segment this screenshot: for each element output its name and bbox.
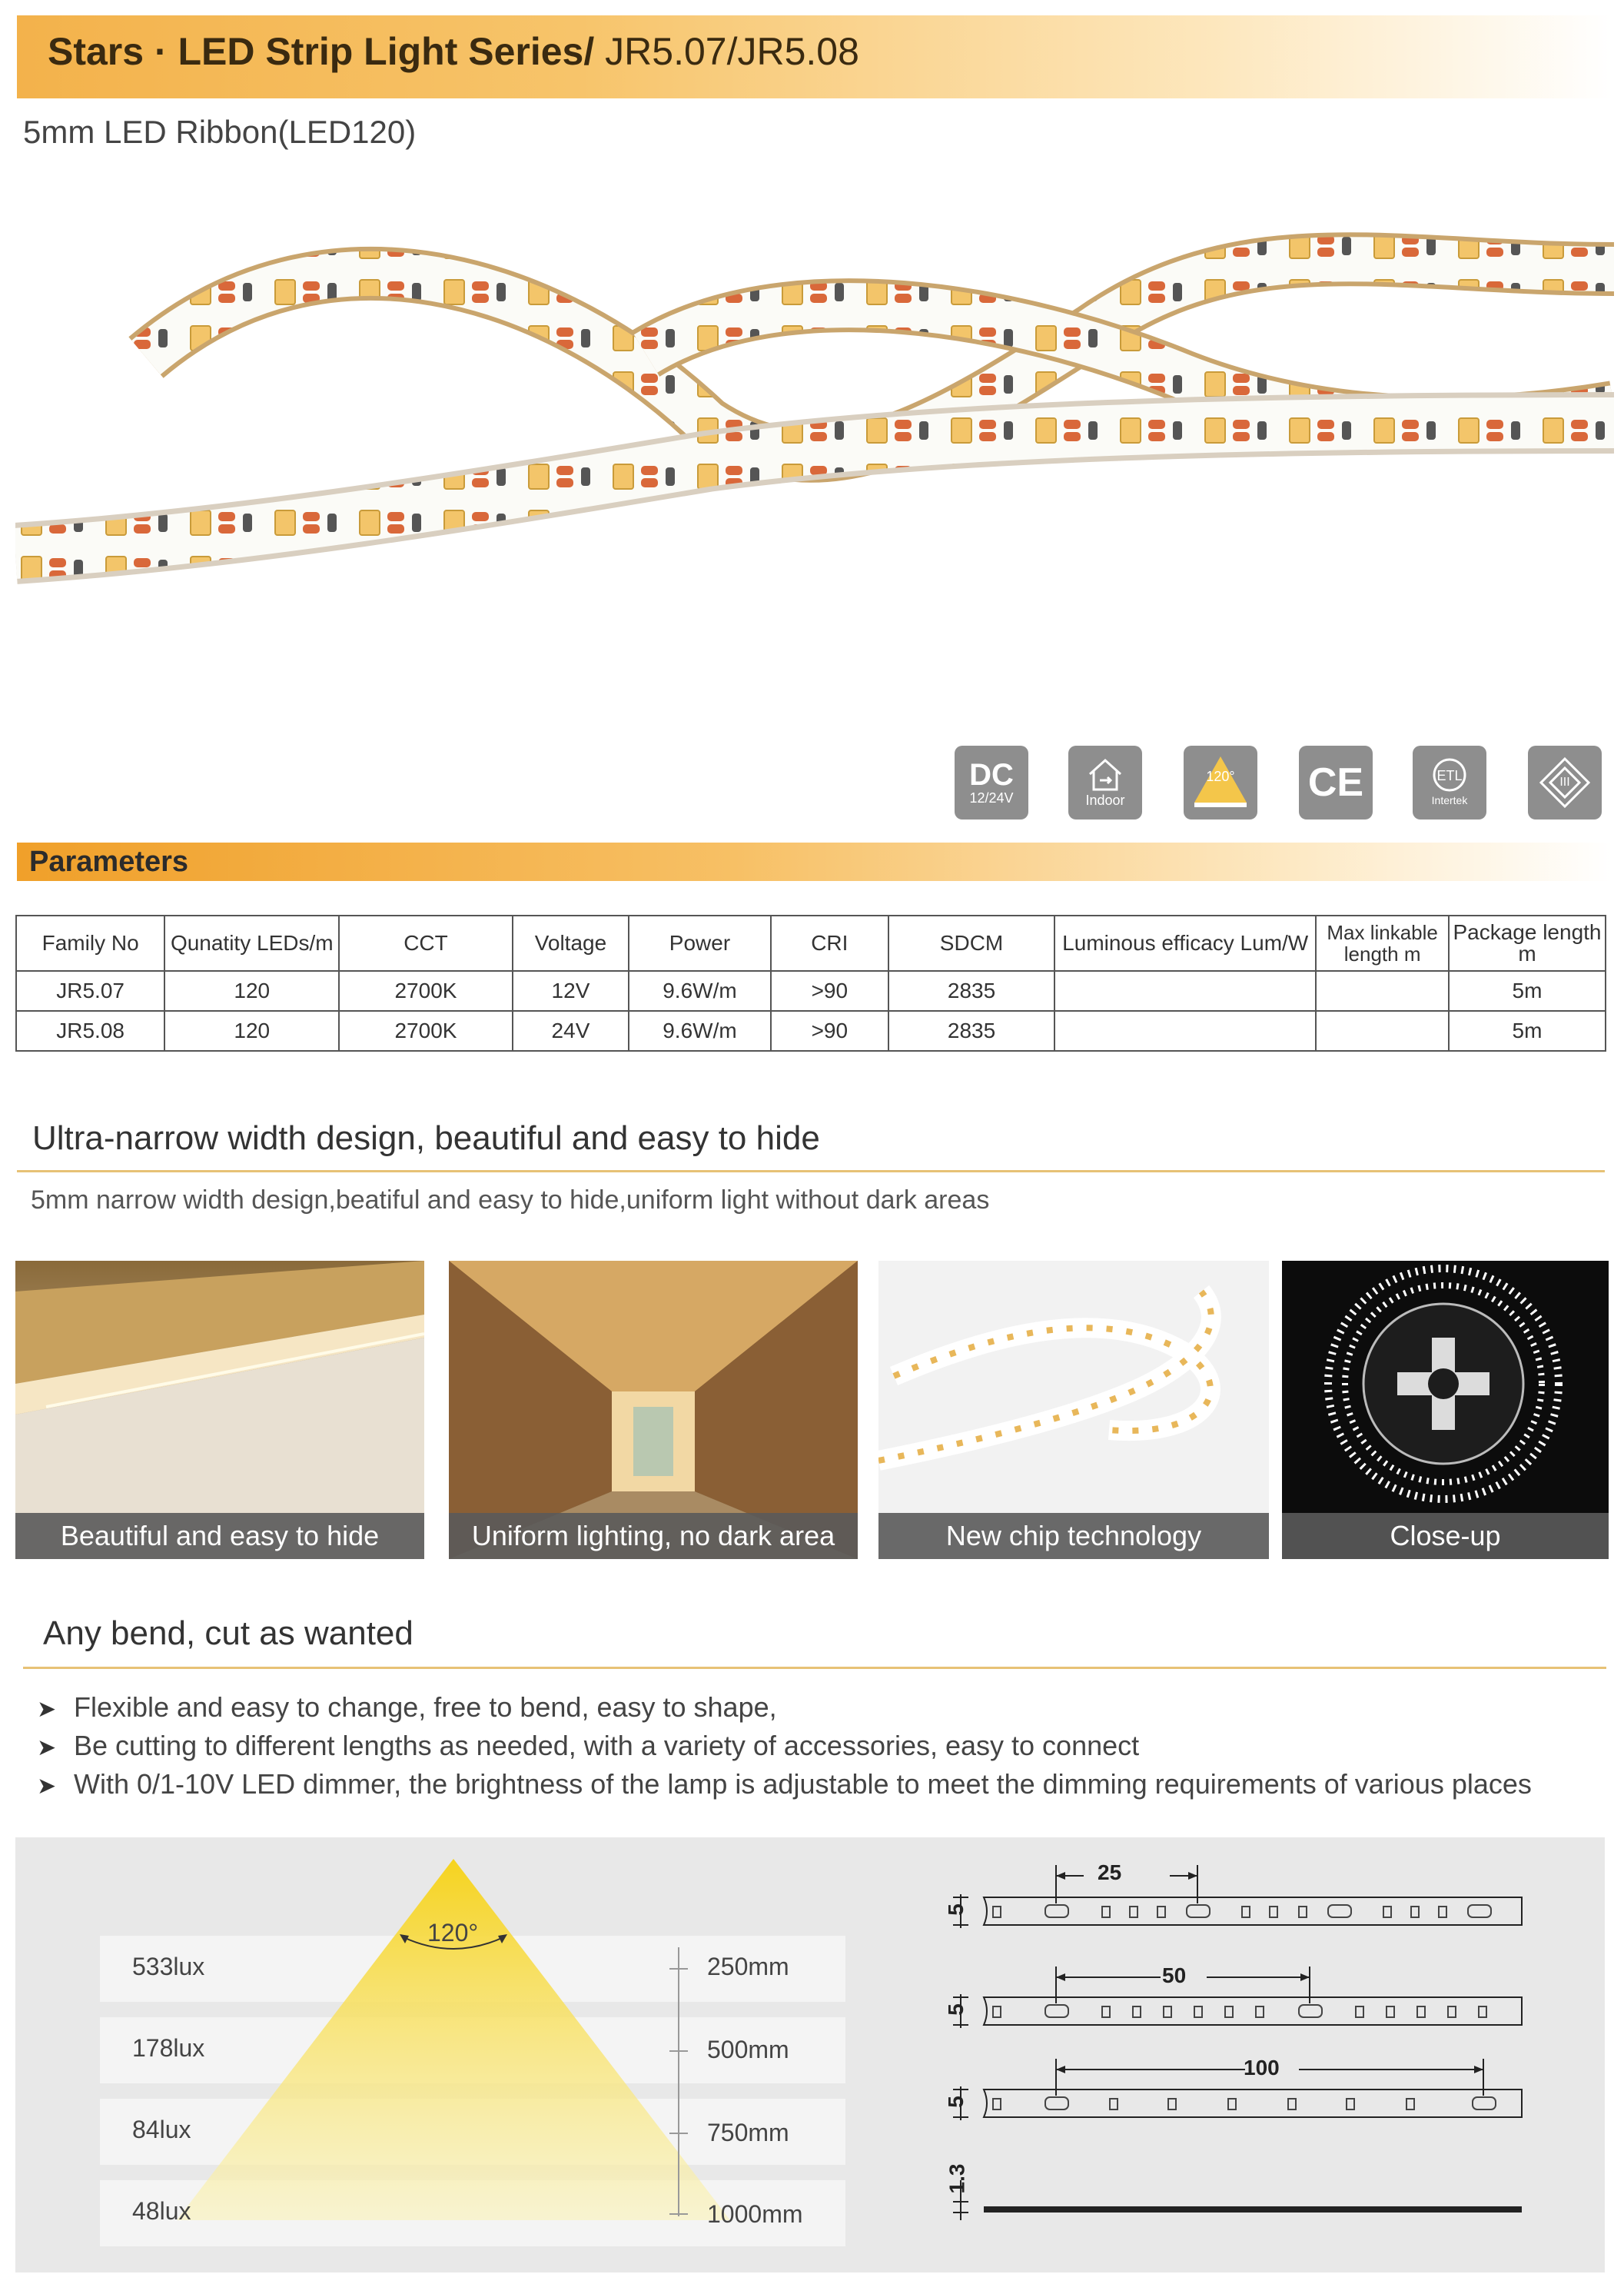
table-cell: 2835 bbox=[888, 1011, 1054, 1051]
etl-icon: ETL Intertek bbox=[1413, 746, 1486, 820]
distance-value: 250mm bbox=[707, 1953, 789, 1980]
table-cell bbox=[1316, 1011, 1449, 1051]
table-cell: 120 bbox=[164, 1011, 339, 1051]
table-header: Power bbox=[629, 916, 770, 971]
table-header: CCT bbox=[339, 916, 512, 971]
beam-angle-label: 120° bbox=[427, 1919, 479, 1947]
hero-led-strip-image bbox=[15, 177, 1614, 607]
table-cell: JR5.08 bbox=[16, 1011, 164, 1051]
lux-value: 178lux bbox=[132, 2034, 205, 2062]
section-title-bend: Any bend, cut as wanted bbox=[43, 1614, 413, 1652]
class-three-icon: III bbox=[1528, 746, 1602, 820]
table-cell: 9.6W/m bbox=[629, 971, 770, 1011]
table-header: Luminous efficacy Lum/W bbox=[1054, 916, 1316, 971]
page-title: Stars · LED Strip Light Series/ JR5.07/JR5.08 bbox=[48, 30, 859, 73]
indoor-icon: Indoor bbox=[1068, 746, 1142, 820]
parameters-table bbox=[15, 915, 1606, 1052]
parameters-title: Parameters bbox=[29, 846, 189, 878]
tile-chip bbox=[878, 1261, 1287, 1559]
table-cell: 12V bbox=[513, 971, 629, 1011]
section-title-narrow: Ultra-narrow width design, beautiful and easy to hide bbox=[32, 1119, 820, 1157]
thickness-label: 1.3 bbox=[945, 2163, 969, 2194]
table-cell: 9.6W/m bbox=[629, 1011, 770, 1051]
beam-angle-icon: 120° bbox=[1184, 746, 1257, 820]
table-cell: >90 bbox=[771, 971, 888, 1011]
table-header: Package length m bbox=[1449, 916, 1606, 971]
table-cell bbox=[1054, 971, 1316, 1011]
tile-hide bbox=[15, 1261, 424, 1559]
distance-value: 500mm bbox=[707, 2036, 789, 2063]
tile-caption: Uniform lighting, no dark area bbox=[449, 1513, 858, 1559]
svg-text:ETL: ETL bbox=[1436, 768, 1463, 783]
table-header: Qunatity LEDs/m bbox=[164, 916, 339, 971]
list-item: ➤ Be cutting to different lengths as needed, with a variety of accessories, easy to connect bbox=[37, 1730, 1140, 1761]
tile-caption: New chip technology bbox=[878, 1513, 1269, 1559]
table-header: Family No bbox=[16, 916, 164, 971]
table-row bbox=[16, 971, 1606, 1011]
tile-uniform bbox=[449, 1261, 858, 1559]
table-cell: 2700K bbox=[339, 971, 512, 1011]
table-cell bbox=[1054, 1011, 1316, 1051]
model-number: JR5.07/JR5.08 bbox=[594, 30, 859, 73]
distance-value: 1000mm bbox=[707, 2200, 803, 2228]
distance-value: 750mm bbox=[707, 2119, 789, 2146]
product-subtitle: 5mm LED Ribbon(LED120) bbox=[23, 114, 417, 150]
width-label: 5 bbox=[943, 2096, 968, 2108]
light-cone-diagram bbox=[154, 1859, 769, 2220]
lux-value: 48lux bbox=[132, 2197, 191, 2225]
table-cell: >90 bbox=[771, 1011, 888, 1051]
arrow-right-icon: ➤ bbox=[37, 1735, 57, 1760]
parameters-bar bbox=[17, 843, 1612, 881]
table-header: Voltage bbox=[513, 916, 629, 971]
table-cell: JR5.07 bbox=[16, 971, 164, 1011]
tile-caption: Close-up bbox=[1282, 1513, 1609, 1559]
section-divider bbox=[17, 1170, 1605, 1172]
pitch-label: 50 bbox=[1162, 1963, 1187, 1987]
table-cell: 120 bbox=[164, 971, 339, 1011]
table-cell: 24V bbox=[513, 1011, 629, 1051]
width-label: 5 bbox=[943, 1903, 968, 1916]
table-row bbox=[16, 1011, 1606, 1051]
table-cell: 5m bbox=[1449, 1011, 1606, 1051]
dimension-drawing bbox=[938, 1859, 1537, 2228]
lux-value: 84lux bbox=[132, 2116, 191, 2143]
tile-caption: Beautiful and easy to hide bbox=[15, 1513, 424, 1559]
table-header: Max linkable length m bbox=[1316, 916, 1449, 971]
table-cell: 5m bbox=[1449, 971, 1606, 1011]
section-divider bbox=[23, 1667, 1606, 1669]
table-cell: 2700K bbox=[339, 1011, 512, 1051]
table-cell: 2835 bbox=[888, 971, 1054, 1011]
tile-closeup bbox=[1282, 1261, 1609, 1559]
lux-value: 533lux bbox=[132, 1953, 205, 1980]
section-description: 5mm narrow width design,beatiful and easy to hide,uniform light without dark areas bbox=[31, 1185, 990, 1215]
pitch-label: 25 bbox=[1098, 1860, 1122, 1884]
arrow-right-icon: ➤ bbox=[37, 1697, 57, 1722]
table-cell bbox=[1316, 971, 1449, 1011]
width-label: 5 bbox=[943, 2003, 968, 2016]
ce-icon: CE bbox=[1299, 746, 1373, 820]
list-item: ➤ Flexible and easy to change, free to bend, easy to shape, bbox=[37, 1691, 777, 1723]
table-header: SDCM bbox=[888, 916, 1054, 971]
arrow-right-icon: ➤ bbox=[37, 1774, 57, 1799]
pitch-label: 100 bbox=[1244, 2056, 1280, 2080]
dc-voltage-icon: DC 12/24V bbox=[955, 746, 1028, 820]
list-item: ➤ With 0/1-10V LED dimmer, the brightness of the lamp is adjustable to meet the dimming requirements of various places bbox=[37, 1768, 1532, 1800]
table-header: CRI bbox=[771, 916, 888, 971]
